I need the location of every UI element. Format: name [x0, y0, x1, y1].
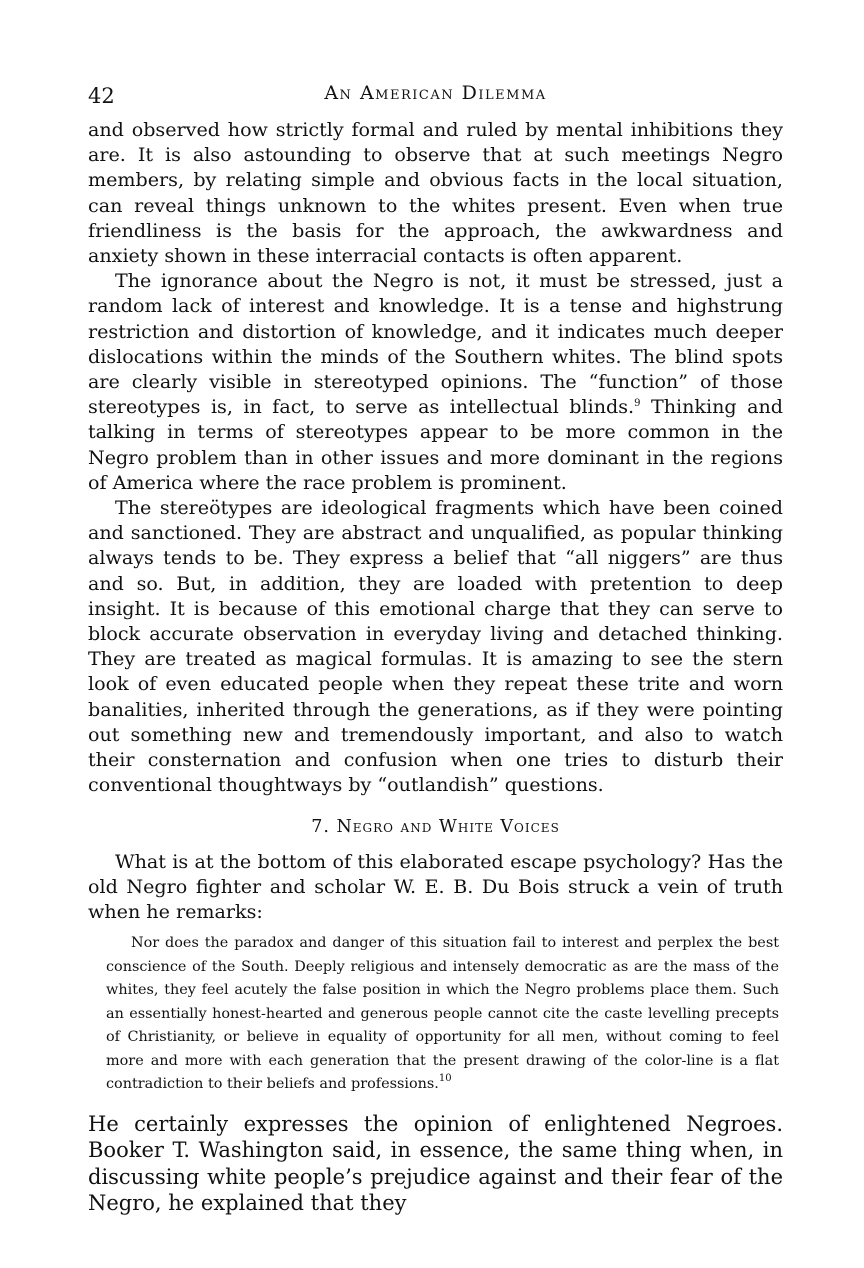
- paragraph-2: [88, 268, 783, 495]
- section-heading: 7. Negro and White Voices: [311, 817, 560, 838]
- running-head: An American Dilemma: [324, 82, 547, 104]
- paragraph-3: The stereötypes are ideological fragments which have been coined and sanctioned. They are abstract and unqualified, as popular thinking always tends to be. They express a belief that “all niggers” are thus and so. But, in addition, they are loaded with pretention to deep insight. It is because of this emotional charge that they can serve to block accurate observation in everyday living and detached thinking. They are treated as magical formulas. It is amazing to see the stern look of even educated people when they repeat these trite and worn banalities, inherited through the generations, as if they were pointing out something new and tremendously important, and also to watch their consternation and confusion when one tries to disturb their conventional thoughtways by “outlandish” questions.: [88, 496, 783, 797]
- page-body: [88, 117, 783, 1217]
- footnote-marker-10: 10: [438, 1073, 452, 1085]
- paragraph-2-part-a: The ignorance about the Negro is not, it must be stressed, just a random lack of interest and knowledge. It is a tense and highstrung restriction and distortion of knowledge, and it indicates much deeper dislocations within the minds of the Southern whites. The blind spots are clearly visible in stereotyped opinions. The “function” of those stereotypes is, in fact, to serve as intellectual blinds.: [88, 269, 783, 419]
- page-number: 42: [88, 84, 115, 108]
- paragraph-4: What is at the bottom of this elaborated escape psychology? Has the old Negro fighter and scholar W. E. B. Du Bois struck a vein of truth when he remarks:: [88, 849, 783, 924]
- footnote-marker-9: 9: [634, 398, 641, 410]
- paragraph-2-part-b: Thinking and talking in terms of stereotypes appear to be more common in the Negro problem than in other issues and more dominant in the regions of America where the race problem is prominent.: [88, 395, 783, 494]
- block-quote: [106, 932, 779, 1097]
- page-header: [88, 80, 783, 114]
- paragraph-1: and observed how strictly formal and ruled by mental inhibitions they are. It is also astounding to observe that at such meetings Negro members, by relating simple and obvious facts in the local situation, can reveal things unknown to the whites present. Even when true friendliness is the basis for the approach, the awkwardness and anxiety shown in these interracial contacts is often apparent.: [88, 118, 783, 268]
- quote-text: Nor does the paradox and danger of this situation fail to interest and perplex the best conscience of the South. Deeply religious and intensely democratic as are the mass of the whites, they feel acutely the false position in which the Negro problems place them. Such an essentially honest-hearted and generous people cannot cite the caste levelling precepts of Christianity, or believe in equality of opportunity for all men, without coming to feel more and more with each generation that the present drawing of the color-line is a flat contradiction to their beliefs and professions.: [106, 935, 779, 1093]
- continuation-paragraph: He certainly expresses the opinion of enlightened Negroes. Booker T. Washington said, in essence, the same thing when, in discussing white people’s prejudice against and their fear of the Negro, he explained that they: [88, 1111, 783, 1216]
